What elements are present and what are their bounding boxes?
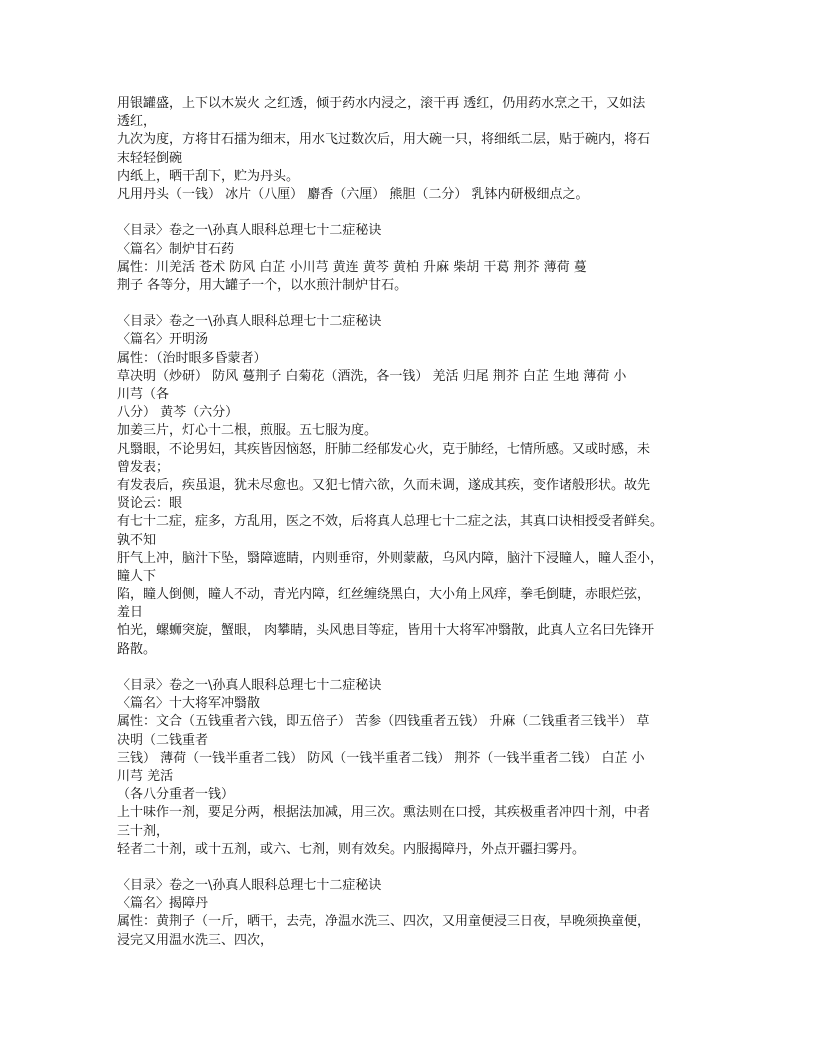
text-line: 浸完又用温水洗三、四次， bbox=[117, 932, 274, 948]
text-line: 川芎（各 bbox=[117, 387, 170, 402]
text-line: 草决明（炒研） 防风 蔓荆子 白菊花（酒洗，各一钱） 羌活 归尾 荆芥 白芷 生地 薄荷 小 bbox=[117, 368, 627, 384]
text-line: 上十味作一剂，要足分两，根据法加减，用三次。熏法则在口授，其疾极重者冲四十剂，中者 bbox=[117, 805, 651, 821]
text-line: 凡翳眼，不论男妇，其疾皆因恼怒，肝肺二经郁发心火，克于肺经，七情所感。又或时感，未 bbox=[117, 441, 651, 457]
blank-line bbox=[117, 659, 707, 677]
text-line: （各八分重者一钱） bbox=[117, 787, 235, 803]
blank-line bbox=[117, 859, 707, 877]
text-line: 川芎 羌活 bbox=[117, 768, 174, 784]
text-line: 九次为度，方将甘石擂为细末，用水飞过数次后，用大碗一只，将细纸二层，贴于碗内，将石 bbox=[117, 132, 651, 148]
blank-line bbox=[117, 295, 707, 313]
text-line: 用银罐盛，上下以木炭火 之红透，倾于药水内浸之，滚干再 透红，仍用药水烹之干，又如法 bbox=[117, 96, 646, 111]
text-line: 属性：黄荆子（一斤，晒干，去壳，净温水洗三、四次，又用童便浸三日夜，早晚须换童便， bbox=[117, 914, 651, 930]
text-line: 三钱） 薄荷（一钱半重者二钱） 防风（一钱半重者二钱） 荆芥（一钱半重者二钱） 白芷 小 bbox=[117, 750, 645, 766]
text-line: 〈目录〉卷之一\孙真人眼科总理七十二症秘诀 bbox=[117, 678, 382, 693]
text-line: 内纸上，晒干刮下，贮为丹头。 bbox=[117, 168, 300, 184]
text-line: 凡用丹头（一钱） 冰片（八厘） 麝香（六厘） 熊胆（二分） 乳钵内研极细点之。 bbox=[117, 186, 589, 202]
text-line: 〈篇名〉制炉甘石药 bbox=[117, 241, 235, 257]
text-line: 瞳人下 bbox=[117, 568, 157, 584]
text-line: 曾发表； bbox=[117, 459, 170, 475]
text-line: 〈目录〉卷之一\孙真人眼科总理七十二症秘诀 bbox=[117, 223, 382, 239]
text-line: 透红， bbox=[117, 114, 157, 130]
blank-line bbox=[117, 204, 707, 222]
document-body bbox=[117, 95, 707, 950]
text-line: 陷，瞳人倒侧，瞳人不动，青光内障，红丝缠绕黑白，大小角上风痒，拳毛倒睫，赤眼烂弦， bbox=[117, 587, 651, 603]
text-line: 〈目录〉卷之一\孙真人眼科总理七十二症秘诀 bbox=[117, 314, 382, 330]
text-line: 轻者二十剂，或十五剂，或六、七剂，则有效矣。内服揭障丹，外点开疆扫雾丹。 bbox=[117, 841, 586, 857]
text-line: 加姜三片，灯心十二根，煎服。五七服为度。 bbox=[117, 423, 378, 439]
text-line: 有七十二症，症多，方乱用，医之不效，后将真人总理七十二症之法，其真口诀相授受者鲜矣。 bbox=[117, 514, 664, 530]
text-line: 路散。 bbox=[117, 641, 157, 657]
text-line: 荆子 各等分，用大罐子一个，以水煎汁制炉甘石。 bbox=[117, 277, 408, 293]
text-line: 属性：（治时眼多昏蒙者） bbox=[117, 350, 267, 366]
text-line: 贤论云：眼 bbox=[117, 496, 183, 512]
text-line: 〈篇名〉十大将军冲翳散 bbox=[117, 696, 261, 712]
text-line: 属性：川羌活 苍术 防风 白芷 小川芎 黄连 黄芩 黄柏 升麻 柴胡 干葛 荆芥 薄荷 蔓 bbox=[117, 259, 587, 275]
text-line: 〈目录〉卷之一\孙真人眼科总理七十二症秘诀 bbox=[117, 878, 382, 894]
text-line: 末轻轻倒碗 bbox=[117, 150, 183, 166]
text-line: 三十剂， bbox=[117, 823, 170, 839]
text-line: 孰不知 bbox=[117, 532, 157, 548]
text-line: 有发表后，疾虽退，犹未尽愈也。又犯七情六欲，久而未调，遂成其疾，变作诸般形状。故先 bbox=[117, 477, 651, 493]
text-line: 属性：文合（五钱重者六钱，即五倍子） 苦参（四钱重者五钱） 升麻（二钱重者三钱半） 草 bbox=[117, 714, 650, 730]
text-line: 〈篇名〉揭障丹 bbox=[117, 896, 209, 912]
text-line: 怕光，螺蛳突旋，蟹眼， 肉攀睛，头风患目等症，皆用十大将军冲翳散，此真人立名曰先锋开 bbox=[117, 623, 655, 639]
text-line: 决明（二钱重者 bbox=[117, 732, 209, 748]
text-line: 羞日 bbox=[117, 605, 144, 621]
text-line: 八分） 黄芩（六分） bbox=[117, 405, 239, 421]
text-line: 肝气上冲，脑汁下坠，翳障遮睛，内则垂帘，外则蒙蔽，乌风内障，脑汁下浸瞳人，瞳人歪小， bbox=[117, 550, 664, 566]
text-line: 〈篇名〉开明汤 bbox=[117, 332, 209, 348]
